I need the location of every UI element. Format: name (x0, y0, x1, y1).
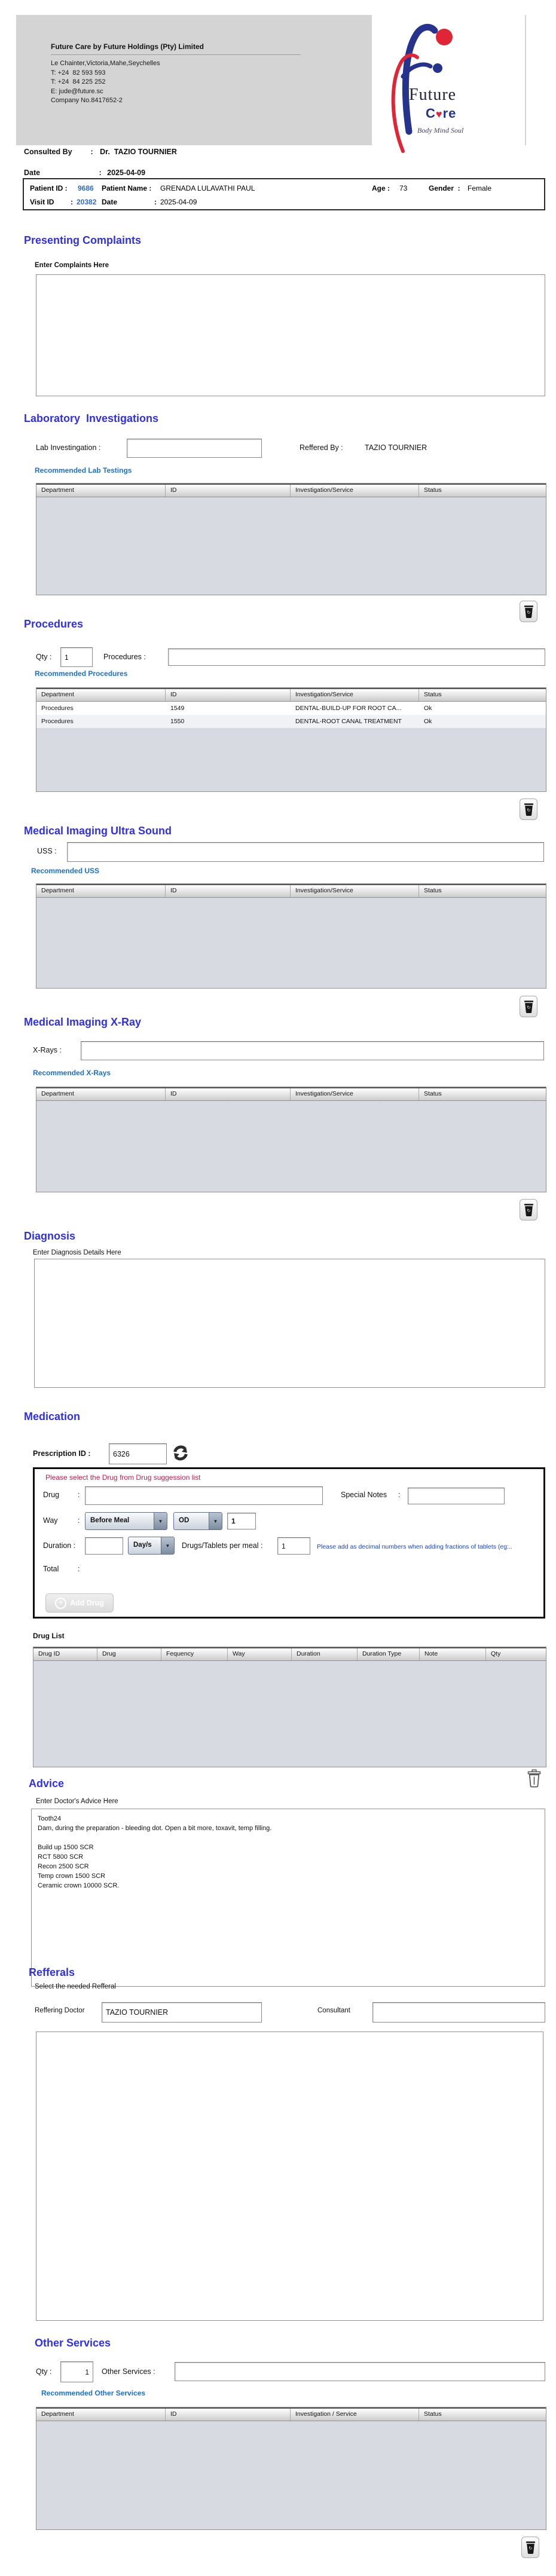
col-header-status: Status (424, 2410, 442, 2418)
col-header-department: Department (36, 885, 166, 897)
frequency-select[interactable]: OD ▼ (173, 1512, 222, 1530)
patient-name-label: Patient Name : (102, 184, 152, 192)
other-delete-button[interactable] (521, 2537, 539, 2558)
chevron-down-icon: ▼ (154, 1513, 167, 1529)
drug-suggestion-warning: Please select the Drug from Drug suggession list (45, 1473, 201, 1482)
patient-id-value: 9686 (78, 184, 94, 192)
col-header-department: Department (36, 485, 166, 497)
lab-investigation-input[interactable] (127, 439, 262, 458)
other-services-input[interactable] (175, 2362, 545, 2381)
procedure-row[interactable]: Procedures 1549 DENTAL-BUILD-UP FOR ROOT CA... Ok (36, 702, 546, 715)
other-services-table[interactable] (36, 2407, 546, 2530)
col-header-department: Department (36, 2409, 166, 2421)
duration-input[interactable] (85, 1537, 123, 1555)
referrals-title: Refferals (29, 1966, 75, 1978)
drug-list-table[interactable] (33, 1647, 546, 1767)
duration-unit-select[interactable]: Day/s ▼ (128, 1537, 175, 1555)
refresh-icon (172, 1442, 190, 1464)
colon: : (154, 198, 157, 206)
xray-table-header (36, 1087, 546, 1101)
uss-delete-button[interactable] (520, 996, 537, 1017)
consultant-label: Consultant (317, 2007, 350, 2014)
col-header-status: Status (424, 487, 442, 494)
procedures-table[interactable] (36, 687, 546, 792)
logo-word-future: Future (409, 85, 457, 104)
complaints-title: Presenting Complaints (24, 234, 142, 246)
lab-delete-button[interactable] (520, 601, 537, 622)
svg-text:↻: ↻ (528, 2546, 533, 2551)
colon: : (90, 148, 93, 156)
procedures-title: Procedures (24, 618, 84, 630)
add-drug-button[interactable] (45, 1593, 114, 1613)
procedures-delete-button[interactable] (520, 799, 537, 820)
referring-doctor-input[interactable] (102, 2002, 262, 2023)
col-header-status: Status (424, 887, 442, 894)
col-header-qty: Qty (491, 1650, 501, 1657)
advice-textarea[interactable] (31, 1809, 545, 1987)
col-header-duration-type: Duration Type (358, 1648, 420, 1660)
other-qty-input[interactable] (60, 2361, 93, 2382)
logo-word-care: C♥re (426, 106, 457, 121)
drug-label: Drug (43, 1491, 60, 1499)
trash-outline-icon (527, 1769, 542, 1788)
gender-value: Female (468, 184, 492, 192)
visit-id-value: 20382 (77, 198, 97, 206)
trash-icon (524, 1000, 534, 1013)
add-drug-label: Add Drug (70, 1599, 104, 1607)
referrals-hint: Select the needed Refferal (35, 1983, 116, 1990)
col-header-department: Department (36, 1088, 166, 1100)
special-notes-input[interactable] (408, 1488, 505, 1504)
fraction-note: Please add as decimal numbers when adding fractions of tablets (eg:.. (317, 1543, 512, 1550)
gender-label: Gender : (429, 184, 460, 192)
phone-line-2: T: +24 84 225 252 (51, 78, 106, 85)
lab-table[interactable] (36, 483, 546, 595)
col-header-department: Department (36, 689, 166, 701)
svg-text:↻: ↻ (526, 807, 531, 813)
col-header-service: Investigation/Service (291, 1088, 419, 1100)
referred-by-value: TAZIO TOURNIER (365, 443, 427, 452)
trash-icon (524, 605, 534, 618)
colon: : (78, 1565, 80, 1573)
lab-table-header (36, 484, 546, 497)
procedures-qty-label: Qty : (36, 653, 52, 661)
uss-field-label: USS : (37, 847, 57, 855)
recommended-procedures-link[interactable]: Recommended Procedures (35, 669, 128, 678)
xray-field-label: X-Rays : (33, 1046, 62, 1054)
prescription-id-label: Prescription ID : (33, 1449, 91, 1458)
other-qty-label: Qty : (36, 2367, 52, 2376)
complaints-textarea[interactable] (36, 274, 545, 396)
col-header-way: Way (228, 1648, 292, 1660)
heart-icon: ♥ (435, 108, 443, 120)
consult-date-line (24, 169, 145, 177)
lab-field-label: Lab Investingation : (36, 443, 101, 452)
col-header-note: Note (420, 1648, 486, 1660)
procedure-row[interactable]: Procedures 1550 DENTAL-ROOT CANAL TREATMENT Ok (36, 715, 546, 728)
col-header-id: ID (166, 689, 291, 701)
recommended-uss-link[interactable]: Recommended USS (31, 867, 100, 875)
consulted-by-label: Consulted By (24, 148, 72, 156)
col-header-drug: Drug (97, 1648, 161, 1660)
visit-date-value: 2025-04-09 (160, 198, 197, 206)
visit-id-label: Visit ID (30, 198, 54, 206)
procedures-input[interactable] (168, 648, 545, 666)
colon: : (71, 198, 73, 206)
age-label: Age : (372, 184, 390, 192)
recommended-xray-link[interactable]: Recommended X-Rays (33, 1069, 111, 1077)
refresh-prescription-button[interactable] (170, 1442, 191, 1466)
uss-input[interactable] (67, 842, 544, 862)
trash-icon (524, 803, 534, 816)
col-header-id: ID (166, 2409, 291, 2421)
per-meal-input[interactable] (277, 1537, 310, 1555)
plus-icon: + (55, 1598, 66, 1609)
trash-icon (524, 1203, 534, 1216)
way-label: Way (43, 1516, 58, 1525)
xray-title: Medical Imaging X-Ray (24, 1016, 142, 1028)
age-value: 73 (399, 184, 408, 192)
patient-info-box (23, 178, 545, 210)
advice-delete-button[interactable] (526, 1769, 542, 1788)
referring-doctor-label: Reffering Doctor (35, 2007, 85, 2014)
col-header-service: Investigation/Service (291, 689, 419, 701)
other-field-label: Other Services : (102, 2367, 155, 2376)
col-header-drug-id: Drug ID (33, 1648, 97, 1660)
complaints-hint: Enter Complaints Here (35, 262, 109, 269)
diagnosis-textarea[interactable] (34, 1259, 545, 1388)
drug-list-label: Drug List (33, 1632, 65, 1640)
drug-input[interactable] (85, 1486, 323, 1505)
colon: : (78, 1516, 80, 1525)
phone-line-1: T: +24 82 593 593 (51, 69, 106, 77)
uss-table[interactable] (36, 883, 546, 989)
visit-date-label: Date (102, 198, 118, 206)
xray-delete-button[interactable] (520, 1199, 537, 1220)
svg-text:↻: ↻ (526, 1005, 531, 1011)
advice-title: Advice (29, 1777, 65, 1789)
col-header-service: Investigation/Service (291, 485, 419, 497)
other-services-title: Other Services (35, 2337, 111, 2349)
per-meal-label: Drugs/Tablets per meal : (182, 1541, 263, 1550)
recommended-other-link[interactable]: Recommended Other Services (41, 2389, 146, 2397)
trash-icon (526, 2541, 536, 2554)
colon: : (99, 169, 102, 177)
recommended-lab-link[interactable]: Recommended Lab Testings (35, 466, 132, 475)
title-underline (51, 54, 301, 55)
company-title: Future Care by Future Holdings (Pty) Limited (51, 42, 204, 51)
date-value: 2025-04-09 (107, 169, 146, 177)
col-header-status: Status (424, 691, 442, 698)
patient-name-value: GRENADA LULAVATHI PAUL (160, 184, 255, 192)
col-header-service: Investigation/Service (291, 885, 419, 897)
svg-text:↻: ↻ (526, 1208, 531, 1214)
way-qty-input[interactable] (227, 1513, 256, 1529)
col-header-id: ID (166, 485, 291, 497)
medication-title: Medication (24, 1411, 81, 1422)
drug-list-header (33, 1647, 546, 1661)
referral-list-box[interactable] (36, 2032, 543, 2321)
medication-entry-panel (33, 1467, 545, 1619)
chevron-down-icon: ▼ (161, 1537, 174, 1554)
duration-label: Duration : (43, 1541, 76, 1550)
date-label: Date (24, 169, 41, 177)
advice-hint: Enter Doctor's Advice Here (36, 1798, 118, 1805)
col-header-id: ID (166, 1088, 291, 1100)
procedures-field-label: Procedures : (103, 653, 146, 661)
xray-table[interactable] (36, 1087, 546, 1192)
col-header-duration: Duration (292, 1648, 358, 1660)
svg-text:↻: ↻ (526, 610, 531, 616)
clinic-logo (372, 15, 525, 161)
diagnosis-title: Diagnosis (24, 1230, 76, 1242)
patient-id-label: Patient ID : (30, 184, 68, 192)
procedures-qty-input[interactable] (60, 647, 93, 667)
company-address-block (51, 59, 160, 106)
meal-select[interactable]: Before Meal ▼ (85, 1512, 167, 1530)
uss-title: Medical Imaging Ultra Sound (24, 825, 172, 837)
colon: : (78, 1491, 80, 1499)
email-line: E: jude@future.sc (51, 87, 103, 95)
consultant-input[interactable] (372, 2002, 545, 2023)
procedures-table-header (36, 688, 546, 702)
colon: : (398, 1491, 401, 1499)
logo-tagline: Body Mind Soul (417, 126, 464, 134)
referred-by-label: Reffered By : (300, 443, 343, 452)
xray-input[interactable] (81, 1041, 544, 1060)
other-table-header (36, 2407, 546, 2421)
consulted-by-value: Dr. TAZIO TOURNIER (100, 148, 177, 156)
col-header-id: ID (166, 885, 291, 897)
col-header-frequency: Fequency (161, 1648, 228, 1660)
prescription-id-input[interactable] (109, 1443, 167, 1464)
company-no-line: Company No.8417652-2 (51, 97, 123, 104)
col-header-status: Status (424, 1090, 442, 1097)
diagnosis-hint: Enter Diagnosis Details Here (33, 1249, 121, 1256)
special-notes-label: Special Notes (341, 1491, 387, 1499)
address-line: Le Chainter,Victoria,Mahe,Seychelles (51, 60, 160, 67)
consulted-by-line (24, 148, 177, 156)
col-header-service: Investigation / Service (291, 2409, 419, 2421)
uss-table-header (36, 884, 546, 898)
chevron-down-icon: ▼ (209, 1513, 222, 1529)
lab-title: Laboratory Investigations (24, 412, 159, 424)
total-label: Total (43, 1565, 59, 1573)
